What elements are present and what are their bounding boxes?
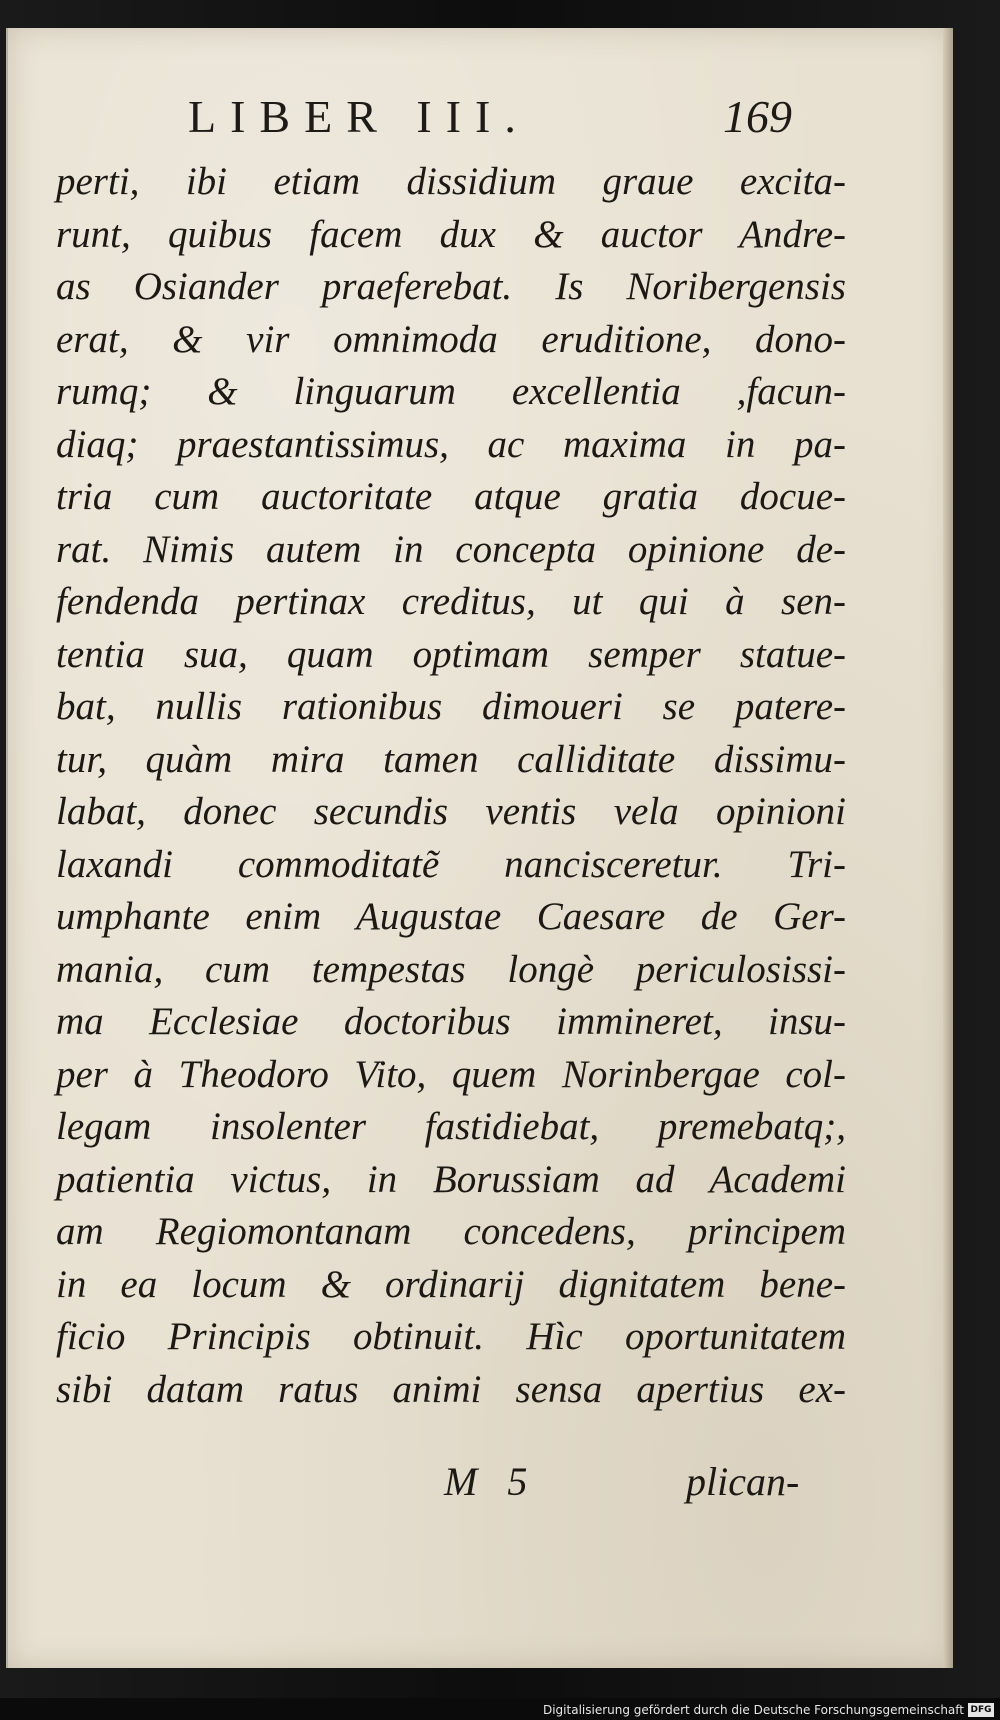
text-line: tria cum auctoritate atque gratia docue- [56, 475, 846, 518]
text-line: laxandi commoditatẽ nancisceretur. Tri- [56, 842, 846, 886]
signature-mark: M 5 [444, 1459, 538, 1504]
text-line: rumq; & linguarum excellentia ,facun- [56, 370, 846, 413]
text-line: ficio Principis obtinuit. Hìc oportunitatem [56, 1315, 846, 1358]
page-edge [943, 28, 953, 1668]
book-page [6, 28, 953, 1668]
text-line: am Regiomontanam concedens, principem [56, 1210, 846, 1253]
text-line: ma Ecclesiae doctoribus immineret, insu- [56, 1000, 846, 1043]
text-line: bat, nullis rationibus dimoueri se patere- [56, 685, 846, 728]
text-line: labat, donec secundis ventis vela opinioni [56, 790, 846, 833]
dfg-logo: DFG [968, 1703, 994, 1717]
page-number: 169 [723, 91, 792, 142]
credit-bar [0, 1698, 1000, 1720]
running-head [8, 90, 953, 150]
credit-text: Digitalisierung gefördert durch die Deutsche Forschungsgemeinschaft [542, 1703, 964, 1717]
catchword: plican- [686, 1459, 800, 1504]
text-line: sibi datam ratus animi sensa apertius ex- [56, 1367, 846, 1411]
body-text [56, 156, 846, 1416]
text-line: patientia victus, in Borussiam ad Academi [56, 1157, 846, 1201]
text-line: runt, quibus facem dux & auctor Andre- [56, 212, 846, 256]
text-line: diaq; praestantissimus, ac maxima in pa- [56, 422, 846, 466]
text-line: mania, cum tempestas longè periculosissi- [56, 947, 846, 991]
text-line: tur, quàm mira tamen calliditate dissimu- [56, 737, 846, 781]
text-line: per à Theodoro Vito, quem Norinbergae col- [56, 1052, 846, 1096]
text-line: fendenda pertinax creditus, ut qui à sen- [56, 580, 846, 623]
page-footer [56, 1458, 846, 1510]
running-head-title: LIBER III. [188, 91, 530, 142]
text-line: erat, & vir omnimoda eruditione, dono- [56, 317, 846, 361]
text-line: tentia sua, quam optimam semper statue- [56, 632, 846, 676]
text-line: legam insolenter fastidiebat, premebatq;, [56, 1105, 846, 1148]
text-line: as Osiander praeferebat. Is Noribergensis [56, 265, 846, 308]
text-line: perti, ibi etiam dissidium graue excita- [56, 160, 846, 203]
text-line: umphante enim Augustae Caesare de Ger- [56, 895, 846, 938]
text-line: rat. Nimis autem in concepta opinione de- [56, 527, 846, 571]
text-line: in ea locum & ordinarij dignitatem bene- [56, 1262, 846, 1306]
